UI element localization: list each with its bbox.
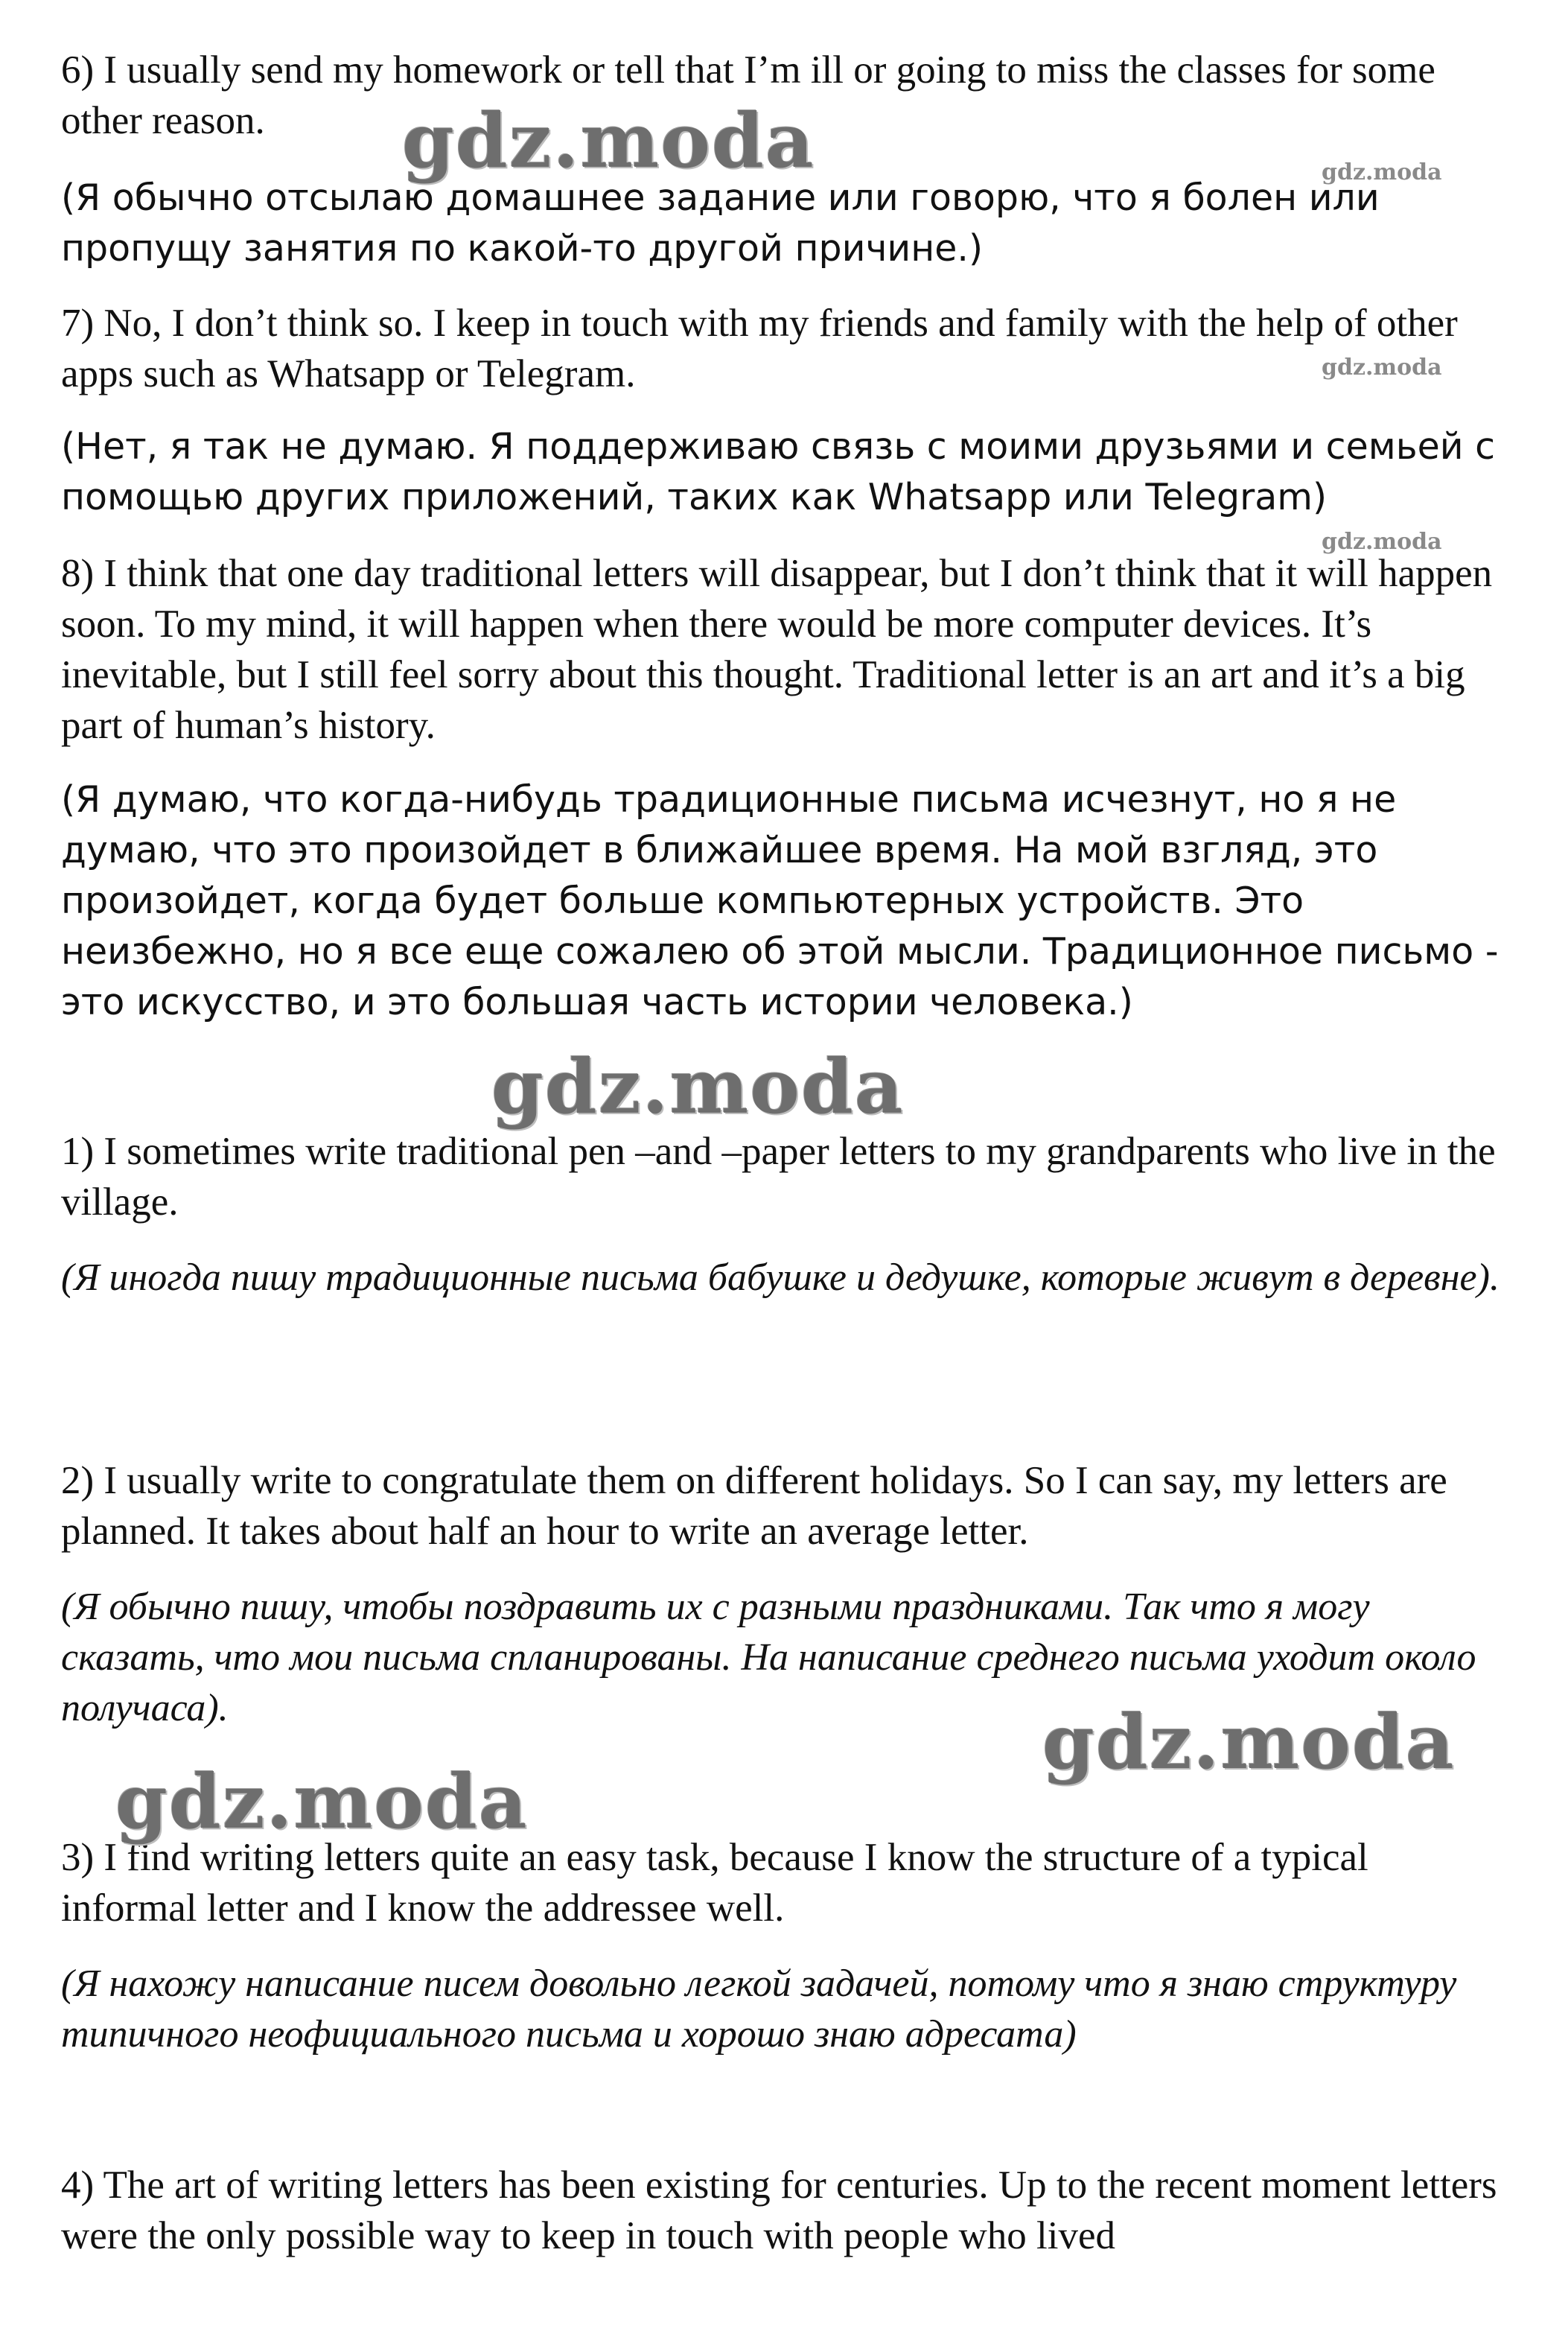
answer-7-translation: (Нет, я так не думаю. Я поддерживаю связь с моими друзьями и семьей с помощью других приложений, таких как Whatsapp или Telegram) <box>61 425 1496 518</box>
watermark-logo-small: gdz.moda <box>1322 355 1442 381</box>
answer-3-english: 3) I find writing letters quite an easy task, because I know the structure of a typical informal letter and I know the addressee well. <box>61 1836 1368 1930</box>
watermark-logo-small: gdz.moda <box>1322 529 1442 555</box>
watermark-logo: gdz.moda <box>115 1758 529 1846</box>
answer-3-translation: (Я нахожу написание писем довольно легкой задачей, потому что я знаю структуру типичного неофициального письма и хорошо знаю адресата) <box>61 1962 1457 2056</box>
watermark-logo: gdz.moda <box>1042 1698 1456 1786</box>
answer-6-translation: (Я обычно отсылаю домашнее задание или говорю, что я болен или пропущу занятия по какой-то другой причине.) <box>61 177 1380 270</box>
answer-4-english: 4) The art of writing letters has been existing for centuries. Up to the recent moment letters were the only possible way to keep in touch with people who lived <box>61 2164 1497 2257</box>
answer-7-english: 7) No, I don’t think so. I keep in touch with my friends and family with the help of other apps such as Whatsapp or Telegram. <box>61 302 1458 395</box>
answer-1-english: 1) I sometimes write traditional pen –and –paper letters to my grandparents who live in the village. <box>61 1130 1496 1224</box>
answer-8-translation: (Я думаю, что когда-нибудь традиционные письма исчезнут, но я не думаю, что это произойдет в ближайшее время. На мой взгляд, это произойдет, когда будет больше компьютерных устройств. Это неизбежно, но я все еще сожалею об этой мысли. Традиционное письмо - это искусство, и это большая часть истории человека.) <box>61 778 1499 1023</box>
answer-6-english: 6) I usually send my homework or tell that I’m ill or going to miss the classes for some other reason. <box>61 48 1435 142</box>
answer-8-english: 8) I think that one day traditional letters will disappear, but I don’t think that it will happen soon. To my mind, it will happen when there would be more computer devices. It’s inevitable, but I still feel sorry about this thought. Traditional letter is an art and it’s a big part of human’s history. <box>61 552 1493 747</box>
watermark-logo: gdz.moda <box>491 1043 905 1131</box>
watermark-logo: gdz.moda <box>402 97 815 185</box>
answer-2-english: 2) I usually write to congratulate them on different holidays. So I can say, my letters are planned. It takes about half an hour to write an average letter. <box>61 1459 1447 1553</box>
answer-1-translation: (Я иногда пишу традиционные письма бабушке и дедушке, которые живут в деревне). <box>61 1256 1500 1299</box>
answer-2-translation: (Я обычно пишу, чтобы поздравить их с разными праздниками. Так что я могу сказать, что мои письма спланированы. На написание среднего письма уходит около получаса). <box>61 1586 1476 1729</box>
watermark-logo-small: gdz.moda <box>1322 159 1442 185</box>
